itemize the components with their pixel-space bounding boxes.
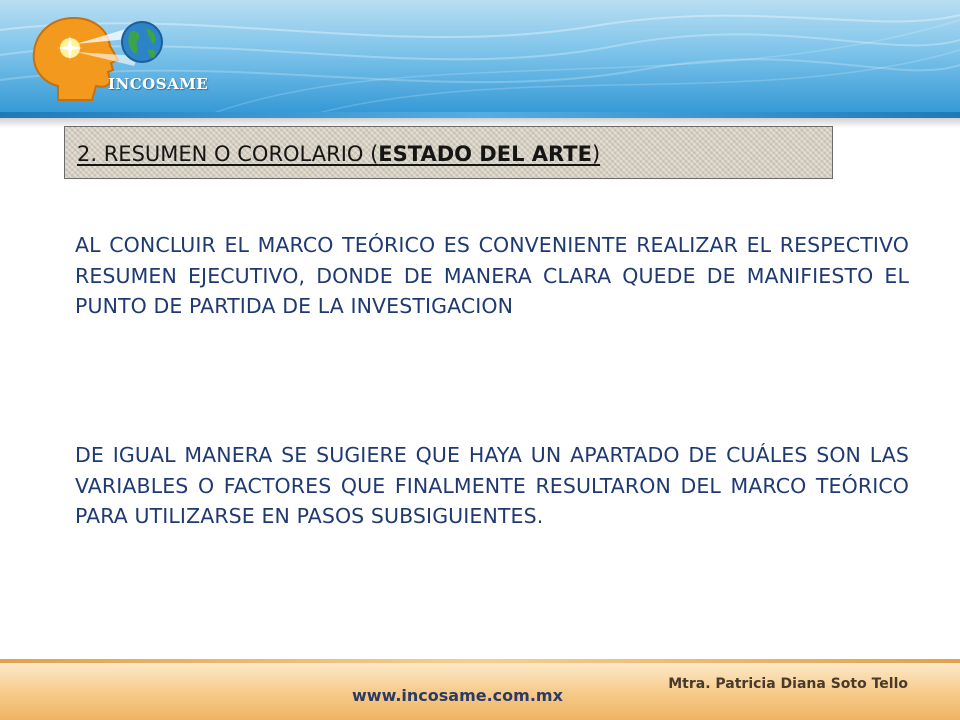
author-name: Mtra. Patricia Diana Soto Tello	[668, 676, 908, 692]
brand-name: INCOSAME	[108, 75, 209, 93]
body-paragraph-1: AL CONCLUIR EL MARCO TEÓRICO ES CONVENIENTE REALIZAR EL RESPECTIVO RESUMEN EJECUTIVO, DONDE DE MANERA CLARA QUEDE DE MANIFIESTO EL PUNTO DE PARTIDA DE LA INVESTIGACION	[75, 233, 909, 318]
website-link[interactable]: www.incosame.com.mx	[352, 686, 563, 705]
body-paragraph-2: DE IGUAL MANERA SE SUGIERE QUE HAYA UN APARTADO DE CUÁLES SON LAS VARIABLES O FACTORES QUE FINALMENTE RESULTARON DEL MARCO TEÓRICO PARA UTILIZARSE EN PASOS SUBSIGUIENTES.	[75, 443, 909, 528]
head-with-globe-logo-icon	[18, 8, 168, 108]
title-suffix: )	[591, 142, 601, 166]
title-bold: ESTADO DEL ARTE	[378, 142, 592, 166]
slide-title-box	[64, 126, 833, 179]
header-banner	[0, 0, 960, 118]
slide-title	[77, 142, 600, 166]
title-prefix: 2. RESUMEN O COROLARIO (	[77, 142, 379, 166]
